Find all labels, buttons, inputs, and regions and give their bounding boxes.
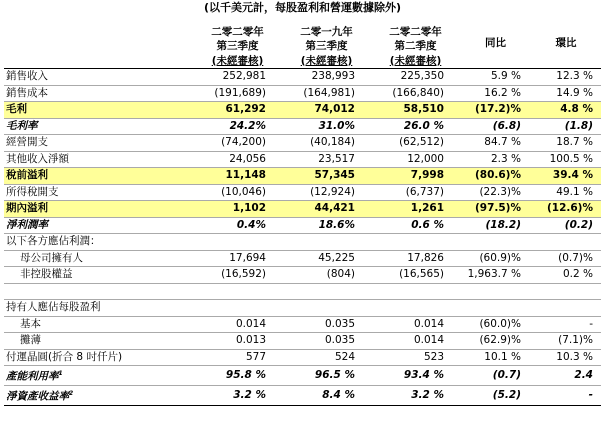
row-label-text: 銷售成本 bbox=[6, 86, 48, 99]
value-q2-2020 bbox=[371, 234, 460, 251]
table-row bbox=[4, 201, 601, 218]
table-row bbox=[4, 333, 601, 350]
value-q3-2019: 524 bbox=[282, 349, 371, 366]
footnote-mark: 1 bbox=[58, 370, 63, 377]
header-line: 第二季度 bbox=[394, 40, 437, 52]
row-label bbox=[4, 135, 193, 152]
value-yoy bbox=[460, 300, 531, 317]
value-q3-2020: 24,056 bbox=[193, 151, 282, 168]
value-q3-2019 bbox=[282, 234, 371, 251]
row-label-text: 淨資產收益率 bbox=[6, 390, 69, 403]
value-yoy: 5.9 % bbox=[460, 69, 531, 86]
value-q2-2020: (166,840) bbox=[371, 85, 460, 102]
header-label-spacer bbox=[4, 18, 193, 69]
value-q2-2020: (6,737) bbox=[371, 184, 460, 201]
row-label bbox=[4, 333, 193, 350]
value-q3-2020: 11,148 bbox=[193, 168, 282, 185]
value-q3-2020: (16,592) bbox=[193, 267, 282, 284]
row-label-text: 非控股權益 bbox=[20, 268, 73, 280]
value-q2-2020: (16,565) bbox=[371, 267, 460, 284]
value-q3-2019: 74,012 bbox=[282, 102, 371, 119]
header-q3-2019 bbox=[282, 18, 371, 69]
value-qoq: 2.4 bbox=[531, 366, 601, 386]
row-label bbox=[4, 283, 193, 300]
row-label-text: 母公司擁有人 bbox=[20, 251, 83, 264]
value-qoq: (1.8) bbox=[531, 118, 601, 135]
table-row bbox=[4, 184, 601, 201]
value-q3-2019: 57,345 bbox=[282, 168, 371, 185]
header-line: (未經審核) bbox=[300, 54, 353, 67]
table-row bbox=[4, 250, 601, 267]
footnote-mark: 2 bbox=[69, 390, 74, 397]
value-yoy: (0.7) bbox=[460, 366, 531, 386]
table-row bbox=[4, 316, 601, 333]
value-q3-2020 bbox=[193, 234, 282, 251]
table-row bbox=[4, 283, 601, 300]
value-q3-2019: 18.6% bbox=[282, 217, 371, 234]
value-yoy: (60.9)% bbox=[460, 250, 531, 267]
header-line: (未經審核) bbox=[389, 54, 442, 67]
value-q3-2019: 96.5 % bbox=[282, 366, 371, 386]
value-q3-2020: 3.2 % bbox=[193, 386, 282, 406]
financial-summary-table bbox=[4, 18, 601, 406]
value-qoq: (0.2) bbox=[531, 217, 601, 234]
row-label-text: 毛利率 bbox=[6, 119, 38, 132]
row-label-text: 毛利 bbox=[6, 103, 27, 115]
table-row bbox=[4, 300, 601, 317]
value-q3-2020: 252,981 bbox=[193, 69, 282, 86]
table-caption: (以千美元計，每股盈利和營運數據除外) bbox=[203, 1, 402, 14]
row-label-text: 期內溢利 bbox=[6, 202, 48, 214]
row-label bbox=[4, 85, 193, 102]
value-qoq bbox=[531, 283, 601, 300]
value-q2-2020: 0.014 bbox=[371, 316, 460, 333]
row-label bbox=[4, 102, 193, 119]
table-row bbox=[4, 386, 601, 406]
value-q2-2020: 3.2 % bbox=[371, 386, 460, 406]
value-q2-2020: 225,350 bbox=[371, 69, 460, 86]
value-q3-2020: 24.2% bbox=[193, 118, 282, 135]
value-q2-2020: 0.014 bbox=[371, 333, 460, 350]
value-qoq: 0.2 % bbox=[531, 267, 601, 284]
table-row bbox=[4, 349, 601, 366]
value-yoy bbox=[460, 234, 531, 251]
value-q3-2020 bbox=[193, 300, 282, 317]
row-label-text: 其他收入淨額 bbox=[6, 152, 69, 165]
header-line: 二零一九年 bbox=[300, 25, 353, 38]
value-qoq: 49.1 % bbox=[531, 184, 601, 201]
value-q3-2020 bbox=[193, 283, 282, 300]
value-qoq: 14.9 % bbox=[531, 85, 601, 102]
header-q3-2020 bbox=[193, 18, 282, 69]
value-qoq: - bbox=[531, 386, 601, 406]
value-yoy: (22.3)% bbox=[460, 184, 531, 201]
value-q3-2019: 0.035 bbox=[282, 333, 371, 350]
value-q2-2020 bbox=[371, 300, 460, 317]
value-qoq: 10.3 % bbox=[531, 349, 601, 366]
table-body bbox=[4, 69, 601, 406]
table-row bbox=[4, 366, 601, 386]
table-row bbox=[4, 168, 601, 185]
value-q2-2020: 7,998 bbox=[371, 168, 460, 185]
value-q3-2019: (164,981) bbox=[282, 85, 371, 102]
value-q3-2019: 45,225 bbox=[282, 250, 371, 267]
value-qoq: 39.4 % bbox=[531, 168, 601, 185]
value-q2-2020: 1,261 bbox=[371, 201, 460, 218]
value-q3-2020: 95.8 % bbox=[193, 366, 282, 386]
value-qoq bbox=[531, 234, 601, 251]
value-q3-2019 bbox=[282, 300, 371, 317]
row-label bbox=[4, 267, 193, 284]
table-row bbox=[4, 85, 601, 102]
value-qoq: - bbox=[531, 316, 601, 333]
value-yoy: (6.8) bbox=[460, 118, 531, 135]
row-label bbox=[4, 151, 193, 168]
header-line: 第三季度 bbox=[305, 40, 348, 52]
value-yoy: (97.5)% bbox=[460, 201, 531, 218]
row-label bbox=[4, 201, 193, 218]
value-yoy: 10.1 % bbox=[460, 349, 531, 366]
value-q2-2020: 0.6 % bbox=[371, 217, 460, 234]
value-yoy: (17.2)% bbox=[460, 102, 531, 119]
header-line: (未經審核) bbox=[211, 54, 264, 67]
row-label bbox=[4, 234, 193, 251]
value-q3-2019: 31.0% bbox=[282, 118, 371, 135]
value-q3-2020: 577 bbox=[193, 349, 282, 366]
value-yoy: 84.7 % bbox=[460, 135, 531, 152]
value-qoq: 18.7 % bbox=[531, 135, 601, 152]
row-label bbox=[4, 300, 193, 317]
value-q3-2019: 238,993 bbox=[282, 69, 371, 86]
value-qoq bbox=[531, 300, 601, 317]
value-qoq: 12.3 % bbox=[531, 69, 601, 86]
value-q2-2020: (62,512) bbox=[371, 135, 460, 152]
value-q2-2020: 523 bbox=[371, 349, 460, 366]
value-q2-2020: 58,510 bbox=[371, 102, 460, 119]
value-q3-2020: 0.013 bbox=[193, 333, 282, 350]
row-label-text: 持有人應佔每股盈利 bbox=[6, 301, 101, 313]
value-q2-2020: 12,000 bbox=[371, 151, 460, 168]
value-qoq: 4.8 % bbox=[531, 102, 601, 119]
value-q3-2019 bbox=[282, 283, 371, 300]
value-yoy: 1,963.7 % bbox=[460, 267, 531, 284]
value-q3-2019: 44,421 bbox=[282, 201, 371, 218]
row-label-text: 銷售收入 bbox=[6, 70, 48, 82]
header-line: 二零二零年 bbox=[211, 25, 264, 38]
value-qoq: 100.5 % bbox=[531, 151, 601, 168]
header-qoq: 環比 bbox=[531, 18, 601, 69]
value-q3-2020: 61,292 bbox=[193, 102, 282, 119]
table-row bbox=[4, 151, 601, 168]
row-label bbox=[4, 349, 193, 366]
row-label bbox=[4, 316, 193, 333]
row-label bbox=[4, 217, 193, 234]
header-row bbox=[4, 18, 601, 69]
value-q2-2020: 17,826 bbox=[371, 250, 460, 267]
value-q3-2019: (40,184) bbox=[282, 135, 371, 152]
value-q3-2020: (74,200) bbox=[193, 135, 282, 152]
row-label-text: 淨利潤率 bbox=[6, 218, 48, 231]
table-row bbox=[4, 69, 601, 86]
value-q3-2019: 0.035 bbox=[282, 316, 371, 333]
table-row bbox=[4, 118, 601, 135]
value-qoq: (12.6)% bbox=[531, 201, 601, 218]
row-label bbox=[4, 168, 193, 185]
value-q2-2020: 26.0 % bbox=[371, 118, 460, 135]
row-label-text: 經營開支 bbox=[6, 136, 48, 148]
value-yoy: (60.0)% bbox=[460, 316, 531, 333]
value-yoy: (62.9)% bbox=[460, 333, 531, 350]
value-q2-2020: 93.4 % bbox=[371, 366, 460, 386]
row-label bbox=[4, 250, 193, 267]
value-q3-2019: (12,924) bbox=[282, 184, 371, 201]
value-qoq: (0.7)% bbox=[531, 250, 601, 267]
row-label-text: 付運晶圓(折合 8 吋仟片) bbox=[6, 350, 123, 363]
row-label bbox=[4, 386, 193, 406]
value-q3-2020: (191,689) bbox=[193, 85, 282, 102]
value-q3-2020: 1,102 bbox=[193, 201, 282, 218]
value-q3-2020: 17,694 bbox=[193, 250, 282, 267]
row-label-text: 所得稅開支 bbox=[6, 185, 59, 198]
value-yoy bbox=[460, 283, 531, 300]
value-q3-2020: 0.4% bbox=[193, 217, 282, 234]
table-row bbox=[4, 234, 601, 251]
value-yoy: 16.2 % bbox=[460, 85, 531, 102]
table-row bbox=[4, 135, 601, 152]
row-label bbox=[4, 118, 193, 135]
value-q3-2019: 8.4 % bbox=[282, 386, 371, 406]
header-yoy: 同比 bbox=[460, 18, 531, 69]
table-row bbox=[4, 217, 601, 234]
header-line: 第三季度 bbox=[216, 40, 259, 52]
value-q3-2019: 23,517 bbox=[282, 151, 371, 168]
row-label-text: 以下各方應佔利潤： bbox=[6, 235, 101, 247]
value-q3-2019: (804) bbox=[282, 267, 371, 284]
value-q3-2020: (10,046) bbox=[193, 184, 282, 201]
row-label-text: 稅前溢利 bbox=[6, 169, 48, 181]
header-line: 二零二零年 bbox=[389, 25, 442, 38]
value-yoy: (80.6)% bbox=[460, 168, 531, 185]
row-label bbox=[4, 69, 193, 86]
table-row bbox=[4, 267, 601, 284]
row-label bbox=[4, 366, 193, 386]
row-label-text: 基本 bbox=[20, 317, 41, 330]
header-q2-2020 bbox=[371, 18, 460, 69]
table-row bbox=[4, 102, 601, 119]
value-q2-2020 bbox=[371, 283, 460, 300]
value-qoq: (7.1)% bbox=[531, 333, 601, 350]
value-yoy: (5.2) bbox=[460, 386, 531, 406]
row-label bbox=[4, 184, 193, 201]
value-yoy: (18.2) bbox=[460, 217, 531, 234]
value-yoy: 2.3 % bbox=[460, 151, 531, 168]
row-label-text: 攤薄 bbox=[20, 334, 41, 346]
row-label-text: 產能利用率 bbox=[6, 370, 59, 383]
value-q3-2020: 0.014 bbox=[193, 316, 282, 333]
